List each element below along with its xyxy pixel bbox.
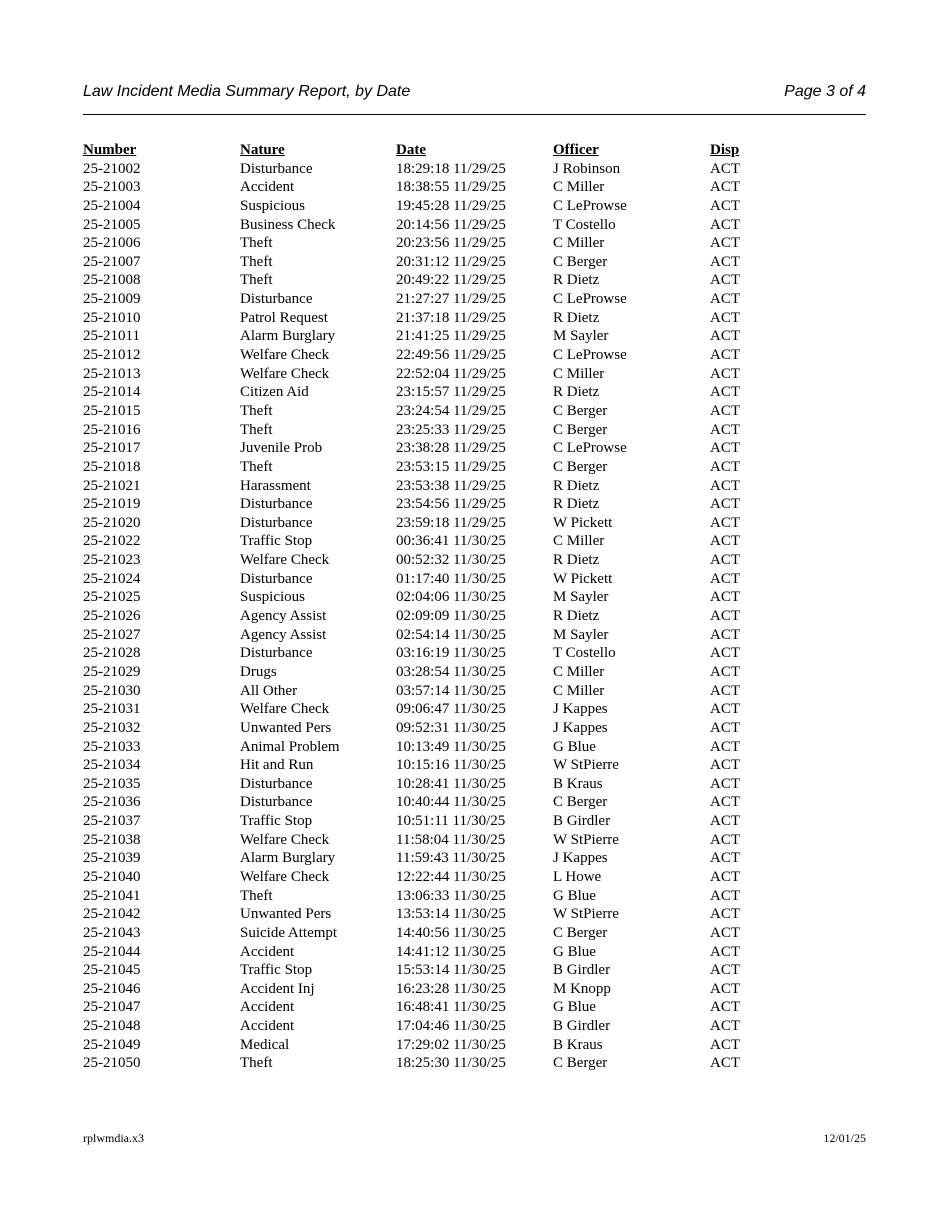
cell-officer: C LeProwse xyxy=(553,197,627,214)
cell-number: 25-21009 xyxy=(83,291,141,308)
cell-date: 23:15:57 11/29/25 xyxy=(396,384,506,401)
cell-officer: C Berger xyxy=(553,458,608,475)
cell-nature: Accident xyxy=(240,943,295,960)
cell-officer: M Sayler xyxy=(553,328,609,345)
cell-date: 09:52:31 11/30/25 xyxy=(396,719,506,736)
cell-officer: C Miller xyxy=(553,365,605,382)
cell-number: 25-21049 xyxy=(83,1036,141,1053)
cell-nature: Accident xyxy=(240,999,295,1016)
cell-disp: ACT xyxy=(710,533,740,550)
page-indicator: Page 3 of 4 xyxy=(784,83,866,100)
cell-number: 25-21010 xyxy=(83,309,141,326)
cell-number: 25-21016 xyxy=(83,421,141,438)
header-divider xyxy=(83,114,866,115)
cell-date: 23:24:54 11/29/25 xyxy=(396,402,506,419)
print-date: 12/01/25 xyxy=(823,1131,866,1145)
cell-date: 00:36:41 11/30/25 xyxy=(396,533,506,550)
cell-number: 25-21041 xyxy=(83,887,141,904)
cell-disp: ACT xyxy=(710,924,740,941)
cell-date: 14:40:56 11/30/25 xyxy=(396,924,506,941)
cell-date: 23:38:28 11/29/25 xyxy=(396,440,506,457)
cell-disp: ACT xyxy=(710,682,740,699)
cell-number: 25-21032 xyxy=(83,719,141,736)
cell-nature: Traffic Stop xyxy=(240,813,313,830)
cell-officer: R Dietz xyxy=(553,477,600,494)
cell-number: 25-21006 xyxy=(83,235,141,252)
cell-officer: J Kappes xyxy=(553,719,608,736)
cell-nature: Accident Inj xyxy=(240,980,315,997)
cell-disp: ACT xyxy=(710,421,740,438)
cell-number: 25-21050 xyxy=(83,1055,141,1072)
column-header-date: Date xyxy=(396,142,426,158)
cell-number: 25-21011 xyxy=(83,328,140,345)
cell-disp: ACT xyxy=(710,309,740,326)
cell-disp: ACT xyxy=(710,868,740,885)
cell-number: 25-21048 xyxy=(83,1018,141,1035)
cell-number: 25-21022 xyxy=(83,533,141,550)
cell-date: 23:53:15 11/29/25 xyxy=(396,458,506,475)
cell-disp: ACT xyxy=(710,775,740,792)
cell-nature: Hit and Run xyxy=(240,757,314,774)
cell-officer: J Kappes xyxy=(553,701,608,718)
cell-nature: Disturbance xyxy=(240,775,313,792)
cell-date: 02:54:14 11/30/25 xyxy=(396,626,506,643)
cell-nature: Theft xyxy=(240,458,273,475)
cell-nature: Agency Assist xyxy=(240,626,327,643)
cell-date: 21:37:18 11/29/25 xyxy=(396,309,506,326)
cell-officer: C LeProwse xyxy=(553,291,627,308)
cell-nature: Disturbance xyxy=(240,291,313,308)
cell-date: 02:04:06 11/30/25 xyxy=(396,589,506,606)
cell-date: 23:54:56 11/29/25 xyxy=(396,496,506,513)
cell-disp: ACT xyxy=(710,626,740,643)
cell-date: 22:49:56 11/29/25 xyxy=(396,347,506,364)
cell-date: 20:14:56 11/29/25 xyxy=(396,216,506,233)
cell-number: 25-21005 xyxy=(83,216,141,233)
cell-number: 25-21028 xyxy=(83,645,141,662)
cell-nature: Alarm Burglary xyxy=(240,328,336,345)
cell-disp: ACT xyxy=(710,235,740,252)
cell-number: 25-21002 xyxy=(83,160,141,177)
column-header-disp: Disp xyxy=(710,142,740,158)
cell-number: 25-21042 xyxy=(83,906,141,923)
cell-date: 10:15:16 11/30/25 xyxy=(396,757,506,774)
cell-disp: ACT xyxy=(710,906,740,923)
cell-date: 13:53:14 11/30/25 xyxy=(396,906,506,923)
cell-officer: G Blue xyxy=(553,887,596,904)
cell-nature: Disturbance xyxy=(240,160,313,177)
cell-date: 21:27:27 11/29/25 xyxy=(396,291,506,308)
cell-date: 23:25:33 11/29/25 xyxy=(396,421,506,438)
cell-date: 21:41:25 11/29/25 xyxy=(396,328,506,345)
cell-officer: G Blue xyxy=(553,738,596,755)
cell-disp: ACT xyxy=(710,216,740,233)
cell-officer: W Pickett xyxy=(553,514,613,531)
cell-number: 25-21018 xyxy=(83,458,141,475)
cell-officer: C Berger xyxy=(553,253,608,270)
cell-number: 25-21039 xyxy=(83,850,141,867)
cell-date: 10:28:41 11/30/25 xyxy=(396,775,506,792)
cell-date: 10:51:11 11/30/25 xyxy=(396,813,506,830)
cell-nature: Welfare Check xyxy=(240,552,330,569)
cell-disp: ACT xyxy=(710,850,740,867)
cell-disp: ACT xyxy=(710,272,740,289)
cell-nature: Suspicious xyxy=(240,589,306,606)
cell-date: 03:57:14 11/30/25 xyxy=(396,682,506,699)
cell-officer: M Knopp xyxy=(553,980,611,997)
cell-nature: Disturbance xyxy=(240,645,313,662)
cell-nature: Drugs xyxy=(240,663,277,680)
cell-disp: ACT xyxy=(710,757,740,774)
cell-nature: Suspicious xyxy=(240,197,306,214)
cell-nature: Accident xyxy=(240,1018,295,1035)
cell-number: 25-21034 xyxy=(83,757,141,774)
cell-number: 25-21025 xyxy=(83,589,141,606)
cell-officer: B Kraus xyxy=(553,1036,603,1053)
cell-date: 13:06:33 11/30/25 xyxy=(396,887,506,904)
cell-number: 25-21008 xyxy=(83,272,141,289)
cell-nature: Theft xyxy=(240,402,273,419)
cell-nature: Welfare Check xyxy=(240,347,330,364)
cell-date: 12:22:44 11/30/25 xyxy=(396,868,506,885)
cell-officer: R Dietz xyxy=(553,608,600,625)
report-title: Law Incident Media Summary Report, by Date xyxy=(83,83,411,100)
cell-date: 03:16:19 11/30/25 xyxy=(396,645,506,662)
cell-officer: C Miller xyxy=(553,533,605,550)
cell-officer: W StPierre xyxy=(553,831,619,848)
cell-number: 25-21015 xyxy=(83,402,141,419)
cell-number: 25-21024 xyxy=(83,570,141,587)
cell-number: 25-21045 xyxy=(83,962,141,979)
cell-nature: Unwanted Pers xyxy=(240,719,332,736)
cell-nature: Theft xyxy=(240,272,273,289)
cell-officer: C LeProwse xyxy=(553,440,627,457)
cell-nature: Welfare Check xyxy=(240,831,330,848)
cell-date: 16:48:41 11/30/25 xyxy=(396,999,506,1016)
cell-date: 01:17:40 11/30/25 xyxy=(396,570,506,587)
cell-officer: R Dietz xyxy=(553,272,600,289)
cell-disp: ACT xyxy=(710,1055,740,1072)
report-code: rplwmdia.x3 xyxy=(83,1131,144,1145)
cell-date: 17:29:02 11/30/25 xyxy=(396,1036,506,1053)
cell-number: 25-21043 xyxy=(83,924,141,941)
cell-date: 00:52:32 11/30/25 xyxy=(396,552,506,569)
cell-date: 19:45:28 11/29/25 xyxy=(396,197,506,214)
cell-disp: ACT xyxy=(710,999,740,1016)
cell-number: 25-21017 xyxy=(83,440,141,457)
cell-date: 22:52:04 11/29/25 xyxy=(396,365,506,382)
cell-officer: C Berger xyxy=(553,1055,608,1072)
cell-date: 23:59:18 11/29/25 xyxy=(396,514,506,531)
cell-number: 25-21029 xyxy=(83,663,141,680)
cell-nature: Medical xyxy=(240,1036,290,1053)
cell-disp: ACT xyxy=(710,887,740,904)
cell-nature: Disturbance xyxy=(240,570,313,587)
cell-officer: B Kraus xyxy=(553,775,603,792)
cell-disp: ACT xyxy=(710,645,740,662)
cell-disp: ACT xyxy=(710,738,740,755)
cell-date: 20:49:22 11/29/25 xyxy=(396,272,506,289)
column-header-number: Number xyxy=(83,142,137,158)
cell-officer: C Berger xyxy=(553,924,608,941)
cell-date: 23:53:38 11/29/25 xyxy=(396,477,506,494)
cell-disp: ACT xyxy=(710,552,740,569)
cell-disp: ACT xyxy=(710,384,740,401)
cell-officer: W StPierre xyxy=(553,906,619,923)
cell-officer: G Blue xyxy=(553,943,596,960)
cell-number: 25-21044 xyxy=(83,943,141,960)
cell-number: 25-21026 xyxy=(83,608,141,625)
cell-nature: Theft xyxy=(240,421,273,438)
cell-number: 25-21004 xyxy=(83,197,141,214)
cell-disp: ACT xyxy=(710,496,740,513)
cell-disp: ACT xyxy=(710,570,740,587)
cell-nature: Theft xyxy=(240,235,273,252)
cell-date: 18:38:55 11/29/25 xyxy=(396,179,506,196)
cell-date: 10:40:44 11/30/25 xyxy=(396,794,506,811)
cell-disp: ACT xyxy=(710,197,740,214)
cell-number: 25-21013 xyxy=(83,365,141,382)
cell-date: 11:59:43 11/30/25 xyxy=(396,850,506,867)
cell-disp: ACT xyxy=(710,962,740,979)
cell-disp: ACT xyxy=(710,328,740,345)
cell-nature: Disturbance xyxy=(240,514,313,531)
cell-number: 25-21038 xyxy=(83,831,141,848)
cell-date: 20:23:56 11/29/25 xyxy=(396,235,506,252)
cell-nature: Alarm Burglary xyxy=(240,850,336,867)
cell-nature: Traffic Stop xyxy=(240,533,313,550)
cell-date: 15:53:14 11/30/25 xyxy=(396,962,506,979)
cell-number: 25-21031 xyxy=(83,701,141,718)
cell-number: 25-21019 xyxy=(83,496,141,513)
cell-date: 20:31:12 11/29/25 xyxy=(396,253,506,270)
cell-officer: B Girdler xyxy=(553,962,611,979)
cell-number: 25-21014 xyxy=(83,384,141,401)
cell-officer: M Sayler xyxy=(553,626,609,643)
cell-number: 25-21023 xyxy=(83,552,141,569)
cell-officer: W Pickett xyxy=(553,570,613,587)
cell-number: 25-21047 xyxy=(83,999,141,1016)
cell-officer: C Berger xyxy=(553,421,608,438)
cell-date: 16:23:28 11/30/25 xyxy=(396,980,506,997)
cell-disp: ACT xyxy=(710,943,740,960)
cell-nature: Disturbance xyxy=(240,794,313,811)
cell-nature: Agency Assist xyxy=(240,608,327,625)
cell-nature: Suicide Attempt xyxy=(240,924,338,941)
cell-officer: M Sayler xyxy=(553,589,609,606)
cell-number: 25-21012 xyxy=(83,347,141,364)
cell-disp: ACT xyxy=(710,663,740,680)
cell-nature: Welfare Check xyxy=(240,365,330,382)
cell-officer: T Costello xyxy=(553,216,616,233)
cell-officer: C Miller xyxy=(553,682,605,699)
cell-nature: Theft xyxy=(240,887,273,904)
cell-nature: Theft xyxy=(240,1055,273,1072)
cell-number: 25-21035 xyxy=(83,775,141,792)
cell-number: 25-21007 xyxy=(83,253,141,270)
column-header-nature: Nature xyxy=(240,142,285,158)
cell-officer: C LeProwse xyxy=(553,347,627,364)
cell-disp: ACT xyxy=(710,458,740,475)
cell-number: 25-21046 xyxy=(83,980,141,997)
cell-disp: ACT xyxy=(710,440,740,457)
cell-disp: ACT xyxy=(710,589,740,606)
cell-date: 18:29:18 11/29/25 xyxy=(396,160,506,177)
cell-disp: ACT xyxy=(710,719,740,736)
cell-nature: Citizen Aid xyxy=(240,384,309,401)
cell-date: 11:58:04 11/30/25 xyxy=(396,831,506,848)
cell-nature: Disturbance xyxy=(240,496,313,513)
cell-date: 02:09:09 11/30/25 xyxy=(396,608,506,625)
cell-date: 14:41:12 11/30/25 xyxy=(396,943,506,960)
cell-nature: All Other xyxy=(240,682,298,699)
cell-disp: ACT xyxy=(710,980,740,997)
cell-nature: Theft xyxy=(240,253,273,270)
cell-disp: ACT xyxy=(710,347,740,364)
cell-nature: Harassment xyxy=(240,477,311,494)
cell-number: 25-21040 xyxy=(83,868,141,885)
cell-officer: R Dietz xyxy=(553,384,600,401)
cell-number: 25-21027 xyxy=(83,626,141,643)
cell-officer: C Miller xyxy=(553,663,605,680)
column-header-officer: Officer xyxy=(553,142,599,158)
cell-nature: Animal Problem xyxy=(240,738,340,755)
cell-officer: T Costello xyxy=(553,645,616,662)
cell-disp: ACT xyxy=(710,477,740,494)
cell-number: 25-21020 xyxy=(83,514,141,531)
cell-disp: ACT xyxy=(710,701,740,718)
cell-number: 25-21037 xyxy=(83,813,141,830)
cell-officer: B Girdler xyxy=(553,1018,611,1035)
cell-officer: R Dietz xyxy=(553,496,600,513)
cell-disp: ACT xyxy=(710,160,740,177)
cell-officer: G Blue xyxy=(553,999,596,1016)
cell-officer: C Berger xyxy=(553,402,608,419)
cell-officer: L Howe xyxy=(553,868,602,885)
cell-nature: Patrol Request xyxy=(240,309,328,326)
cell-number: 25-21021 xyxy=(83,477,141,494)
cell-number: 25-21033 xyxy=(83,738,141,755)
cell-officer: R Dietz xyxy=(553,309,600,326)
cell-number: 25-21003 xyxy=(83,179,141,196)
cell-disp: ACT xyxy=(710,608,740,625)
cell-officer: W StPierre xyxy=(553,757,619,774)
cell-disp: ACT xyxy=(710,813,740,830)
cell-disp: ACT xyxy=(710,831,740,848)
cell-number: 25-21030 xyxy=(83,682,141,699)
cell-disp: ACT xyxy=(710,402,740,419)
cell-date: 10:13:49 11/30/25 xyxy=(396,738,506,755)
cell-officer: J Kappes xyxy=(553,850,608,867)
cell-nature: Traffic Stop xyxy=(240,962,313,979)
cell-officer: C Miller xyxy=(553,235,605,252)
cell-nature: Unwanted Pers xyxy=(240,906,332,923)
cell-disp: ACT xyxy=(710,1018,740,1035)
cell-nature: Juvenile Prob xyxy=(240,440,323,457)
cell-officer: R Dietz xyxy=(553,552,600,569)
cell-disp: ACT xyxy=(710,179,740,196)
cell-disp: ACT xyxy=(710,794,740,811)
cell-disp: ACT xyxy=(710,1036,740,1053)
cell-number: 25-21036 xyxy=(83,794,141,811)
cell-officer: C Miller xyxy=(553,179,605,196)
cell-nature: Accident xyxy=(240,179,295,196)
cell-nature: Business Check xyxy=(240,216,336,233)
cell-nature: Welfare Check xyxy=(240,868,330,885)
cell-date: 18:25:30 11/30/25 xyxy=(396,1055,506,1072)
cell-officer: C Berger xyxy=(553,794,608,811)
cell-date: 17:04:46 11/30/25 xyxy=(396,1018,506,1035)
cell-officer: B Girdler xyxy=(553,813,611,830)
cell-disp: ACT xyxy=(710,514,740,531)
cell-date: 09:06:47 11/30/25 xyxy=(396,701,506,718)
cell-officer: J Robinson xyxy=(553,160,621,177)
cell-disp: ACT xyxy=(710,365,740,382)
cell-nature: Welfare Check xyxy=(240,701,330,718)
cell-date: 03:28:54 11/30/25 xyxy=(396,663,506,680)
cell-disp: ACT xyxy=(710,253,740,270)
cell-disp: ACT xyxy=(710,291,740,308)
